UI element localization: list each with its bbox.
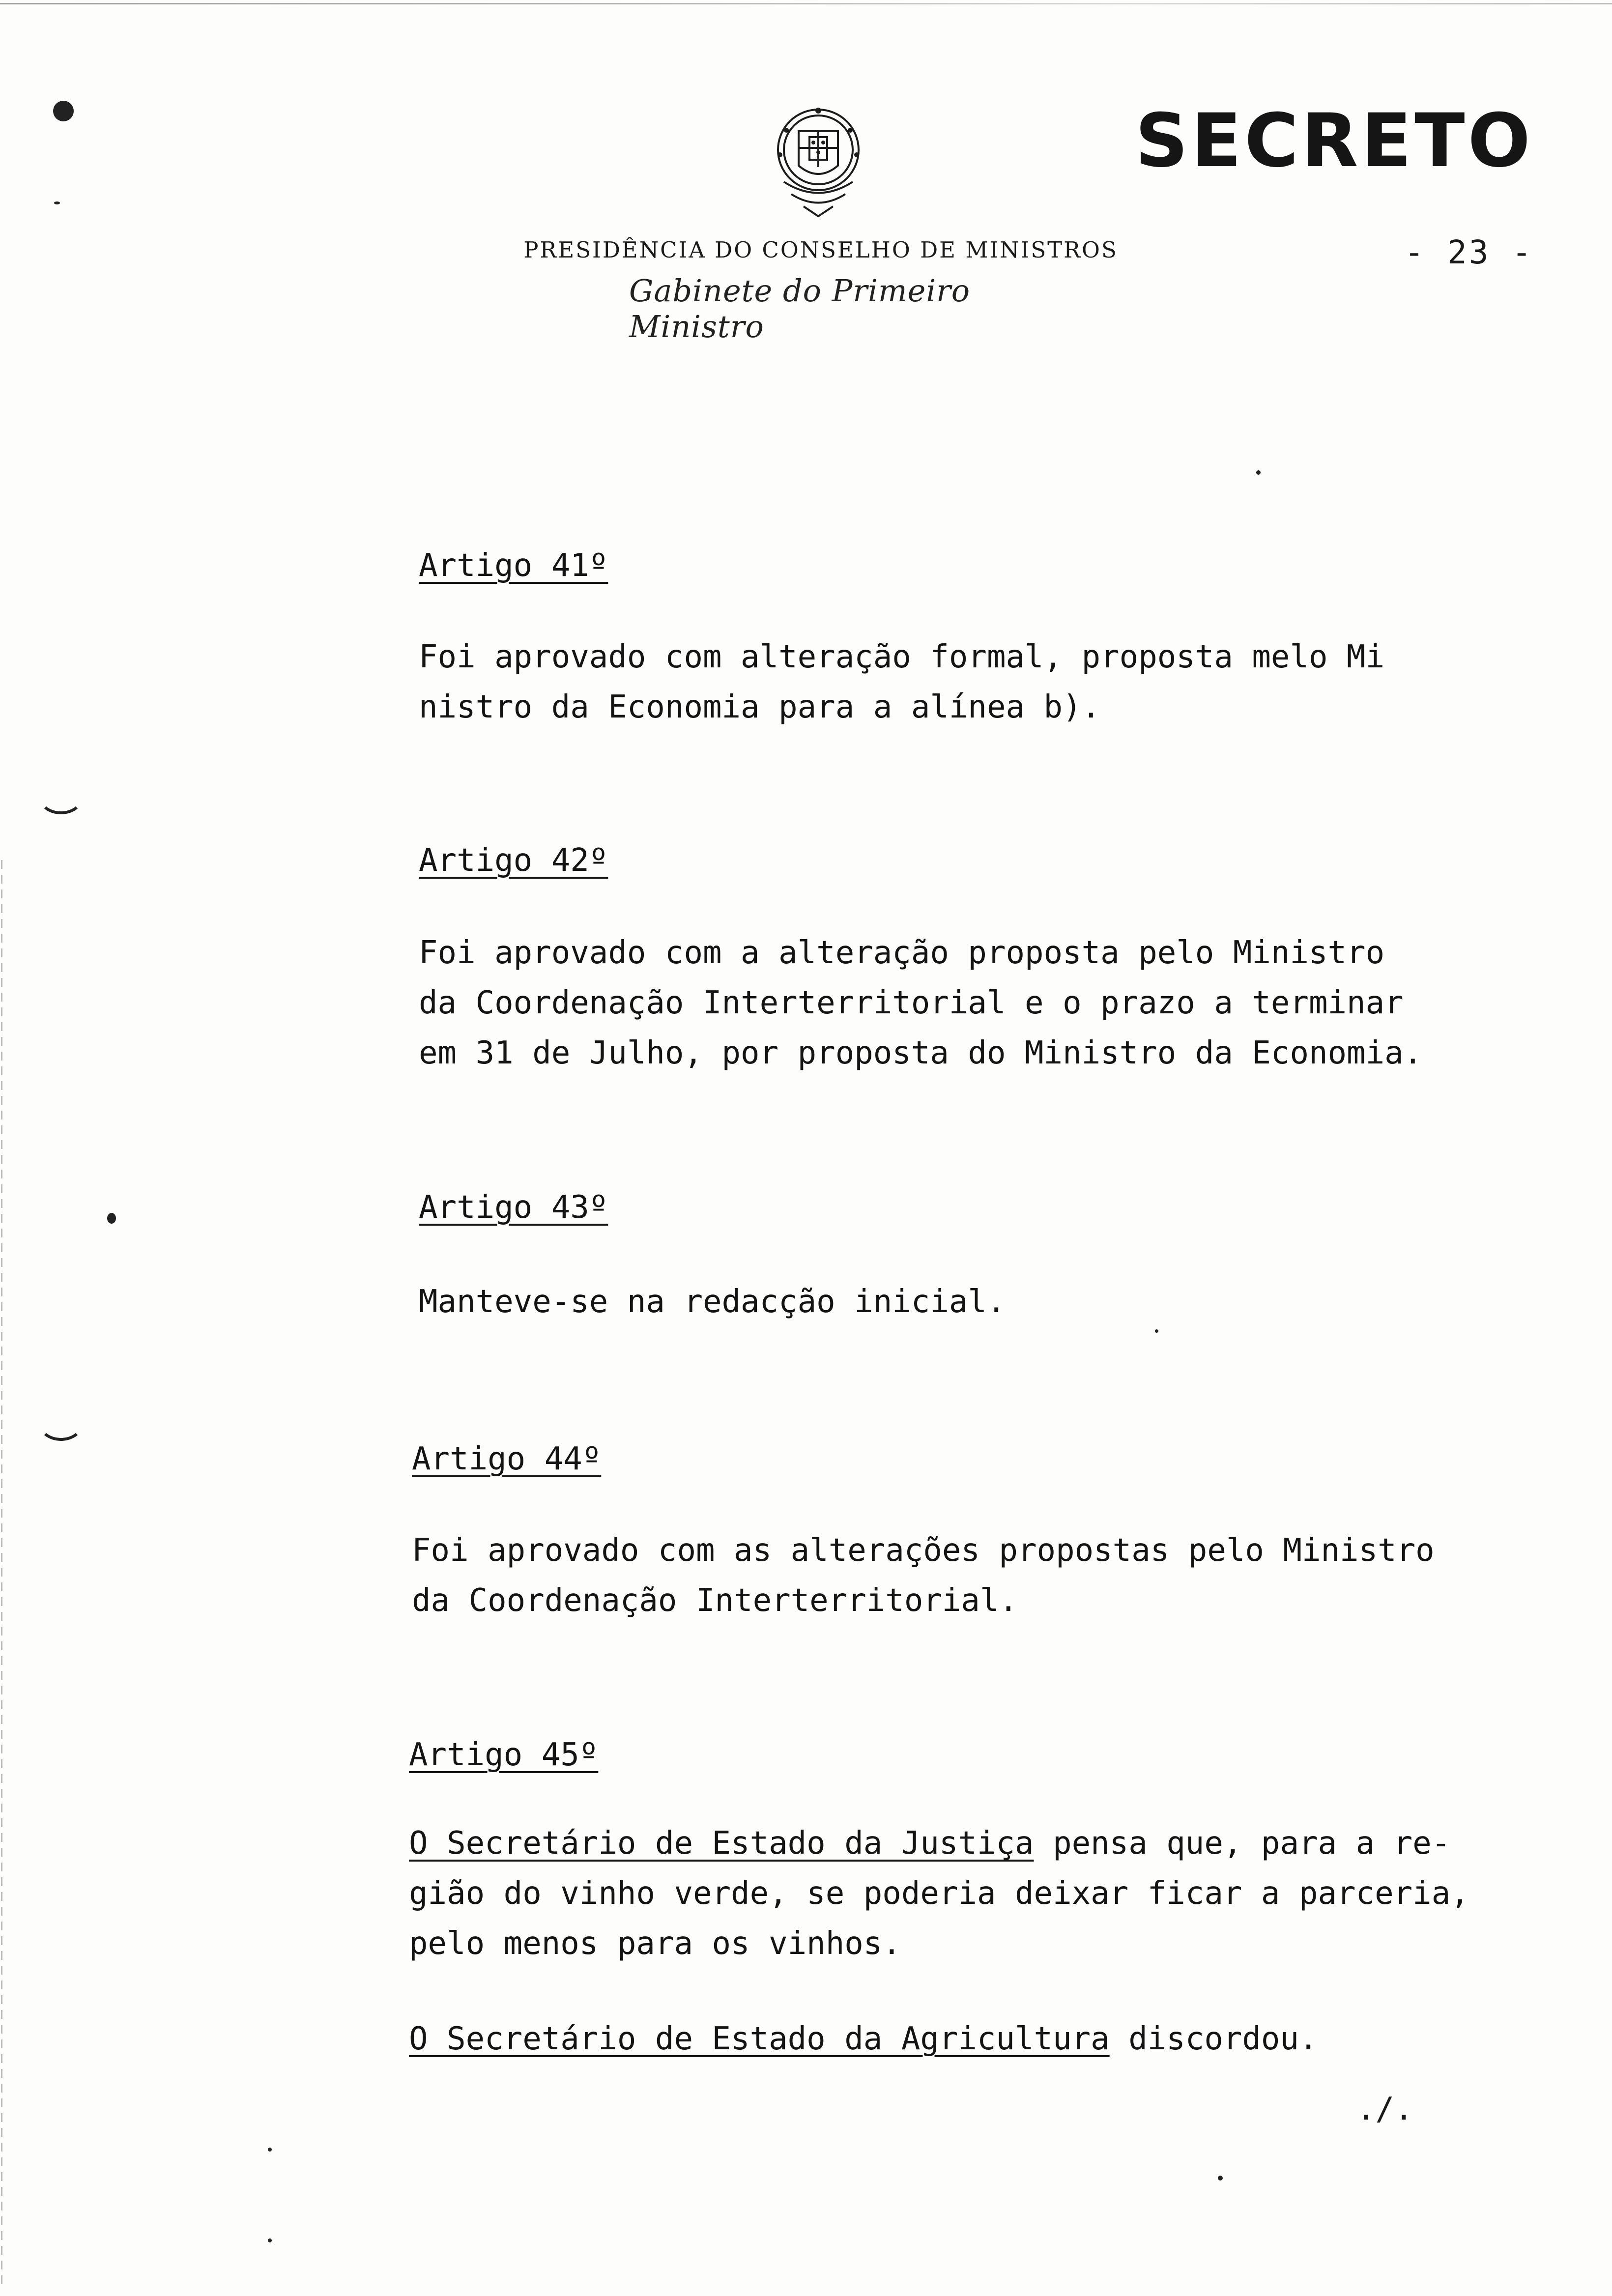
- classification-stamp: SECRETO: [1135, 98, 1533, 184]
- scan-edge-line: [0, 3, 1612, 4]
- scan-speck: [268, 2239, 272, 2242]
- article-heading-43: Artigo 43º: [419, 1189, 608, 1226]
- article-45-paragraph-1-line-2: gião do vinho verde, se poderia deixar ficar a parceria,: [409, 1875, 1469, 1912]
- article-44-line-1: Foi aprovado com as alterações propostas pelo Ministro: [412, 1532, 1435, 1569]
- scan-speck: [54, 201, 60, 204]
- page-number: - 23 -: [1404, 233, 1533, 271]
- speaker-name: O Secretário de Estado da Justiça: [409, 1825, 1034, 1862]
- organization-name: PRESIDÊNCIA DO CONSELHO DE MINISTROS: [523, 237, 1118, 263]
- speaker-name: O Secretário de Estado da Agricultura: [409, 2021, 1110, 2057]
- paragraph-text: pensa que, para a re-: [1034, 1825, 1451, 1862]
- coat-of-arms-icon: [764, 101, 872, 224]
- scan-left-edge: [1, 860, 2, 2285]
- scan-speck: [107, 1213, 116, 1224]
- article-44-line-2: da Coordenação Interterritorial.: [412, 1582, 1018, 1619]
- article-45-paragraph-2-line-1: [409, 2014, 1318, 2064]
- scan-speck: [1218, 2176, 1223, 2181]
- article-heading-44: Artigo 44º: [412, 1441, 602, 1477]
- continuation-mark: ./.: [1356, 2091, 1413, 2127]
- article-43-line-1: Manteve-se na redacção inicial.: [419, 1284, 1006, 1320]
- article-41-line-1: Foi aprovado com alteração formal, proposta melo Mi: [419, 639, 1385, 675]
- scan-speck: [1155, 1329, 1158, 1333]
- article-heading-45: Artigo 45º: [409, 1737, 599, 1773]
- punch-hole-arc-top: [38, 779, 84, 814]
- scan-speck: [268, 2148, 272, 2152]
- article-41-line-2: nistro da Economia para a alínea b).: [419, 689, 1101, 725]
- punch-hole-mark: [53, 101, 74, 121]
- article-42-line-1: Foi aprovado com a alteração proposta pelo Ministro: [419, 935, 1385, 971]
- article-heading-41: Artigo 41º: [419, 547, 608, 584]
- scan-speck: [1256, 470, 1261, 475]
- paragraph-text: discordou.: [1109, 2021, 1318, 2057]
- office-name: Gabinete do Primeiro Ministro: [629, 273, 971, 344]
- article-heading-42: Artigo 42º: [419, 842, 608, 879]
- article-45-paragraph-1-line-3: pelo menos para os vinhos.: [409, 1925, 901, 1962]
- punch-hole-arc-bottom: [38, 1406, 84, 1441]
- article-42-line-2: da Coordenação Interterritorial e o prazo a terminar: [419, 985, 1404, 1021]
- article-45-paragraph-1-line-1: [409, 1818, 1450, 1868]
- article-42-line-3: em 31 de Julho, por proposta do Ministro da Economia.: [419, 1035, 1423, 1071]
